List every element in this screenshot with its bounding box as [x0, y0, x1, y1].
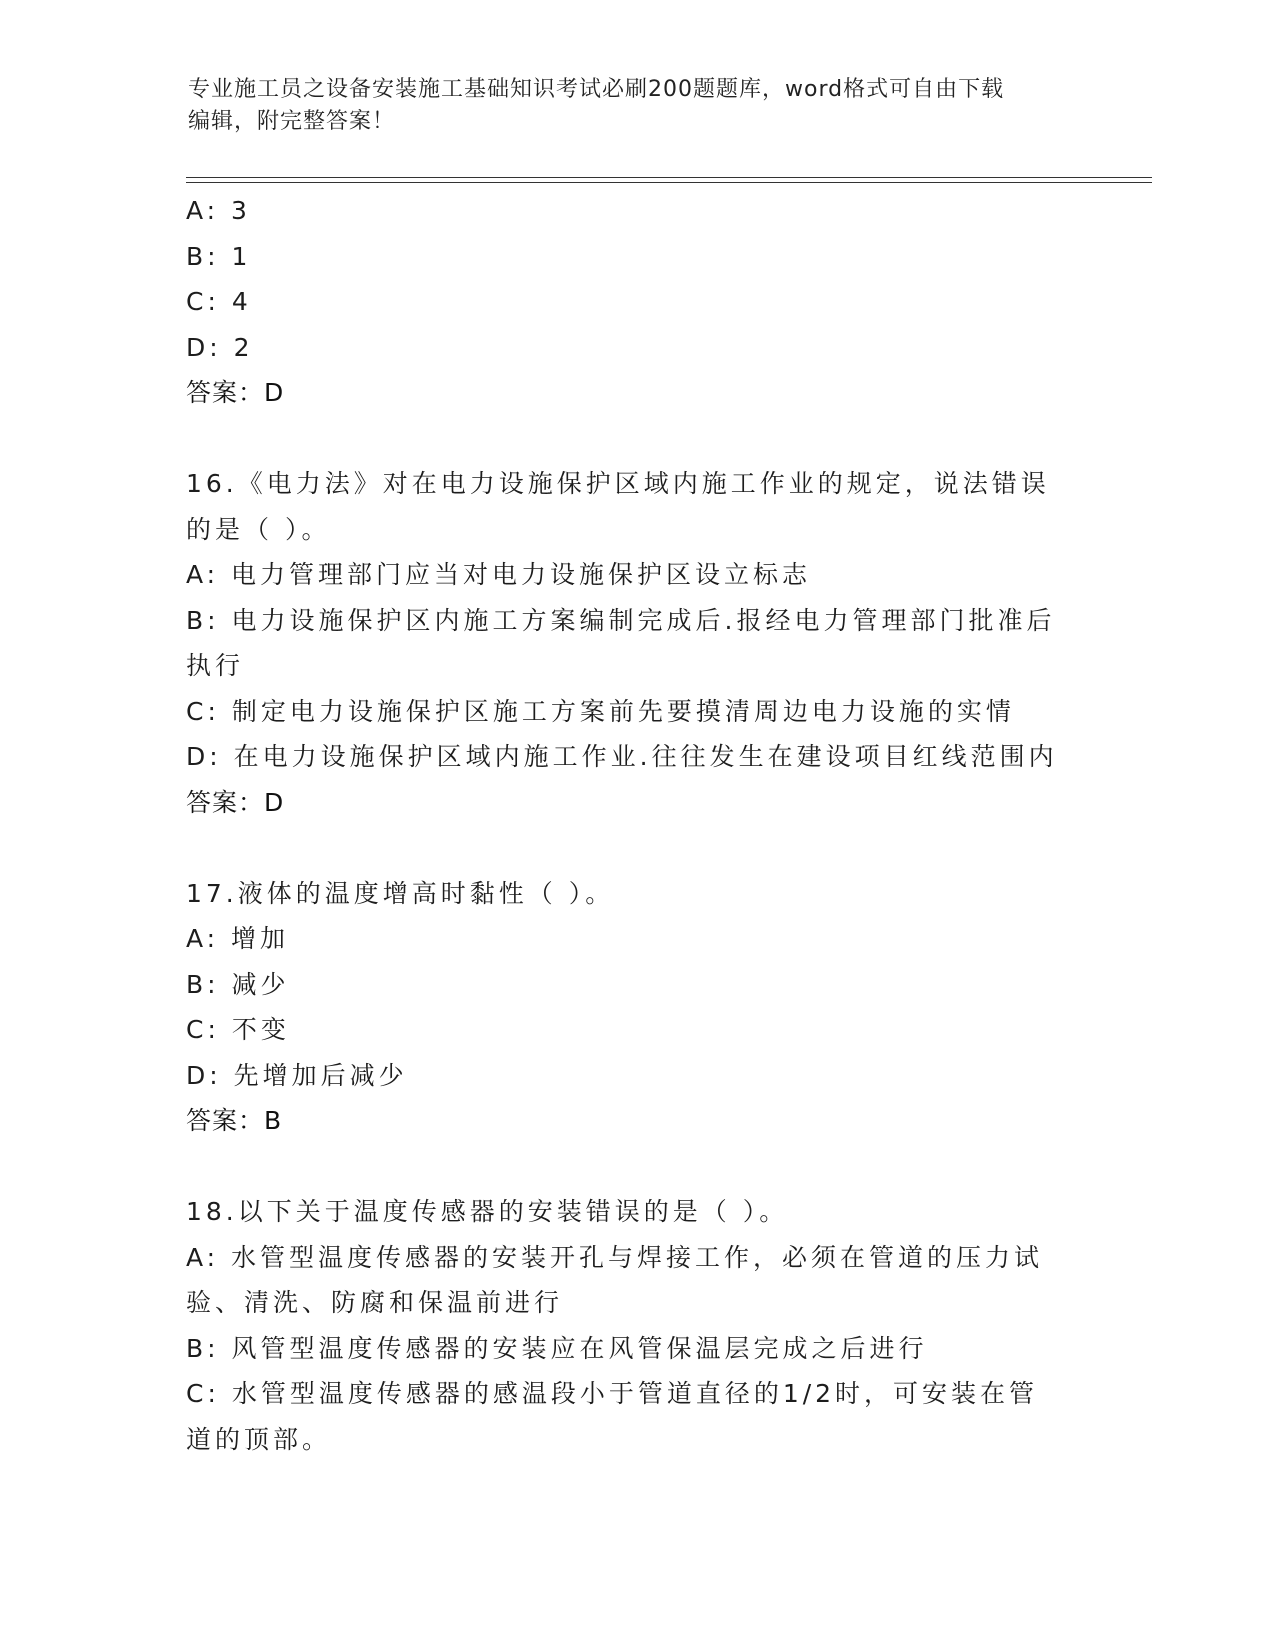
question-17: [186, 871, 1086, 1144]
answer-label: 答案：D: [186, 787, 285, 817]
question-stem: 17.液体的温度增高时黏性（ ）。: [186, 878, 615, 908]
answer-label: 答案：B: [186, 1106, 283, 1135]
question-stem: 16.《电力法》对在电力设施保护区域内施工作业的规定，说法错误的是（ ）。: [186, 469, 1050, 544]
option-d: D: 在电力设施保护区域内施工作业.往往发生在建设项目红线范围内: [186, 742, 1058, 771]
option-a: A: 增加: [186, 924, 290, 953]
header-title-line-1: 专业施工员之设备安装施工基础知识考试必刷200题题库，word格式可自由下载: [188, 77, 1005, 102]
header-divider-top: [186, 177, 1152, 178]
option-d: D: 2: [186, 332, 254, 362]
option-c: C: 水管型温度传感器的感温段小于管道直径的1/2时，可安装在管道的顶部。: [186, 1379, 1039, 1454]
answer-label: 答案：D: [186, 378, 285, 407]
spacer: [186, 825, 1086, 871]
option-a: A: 电力管理部门应当对电力设施保护区设立标志: [186, 560, 812, 589]
option-b: B: 1: [186, 241, 252, 271]
question-15: [186, 188, 1086, 416]
option-c: C: 制定电力设施保护区施工方案前先要摸清周边电力设施的实情: [186, 696, 1015, 726]
header-title-line-2: 编辑，附完整答案！: [188, 109, 396, 134]
option-d: D: 先增加后减少: [186, 1060, 408, 1090]
question-18: [186, 1189, 1086, 1462]
option-b: B: 风管型温度传感器的安装应在风管保温层完成之后进行: [186, 1333, 928, 1363]
option-c: C: 4: [186, 287, 252, 316]
document-header: [188, 74, 1088, 138]
option-b: B: 电力设施保护区内施工方案编制完成后.报经电力管理部门批准后执行: [186, 605, 1056, 680]
question-stem: 18.以下关于温度传感器的安装错误的是（ ）。: [186, 1197, 789, 1226]
question-16: [186, 461, 1086, 825]
option-a: A: 水管型温度传感器的安装开孔与焊接工作，必须在管道的压力试验、清洗、防腐和保温前进行: [186, 1242, 1044, 1317]
spacer: [186, 416, 1086, 462]
option-b: B: 减少: [186, 969, 290, 999]
option-a: A: 3: [186, 196, 251, 225]
header-divider-bottom: [186, 182, 1152, 183]
question-list: [186, 188, 1086, 1462]
option-c: C: 不变: [186, 1015, 290, 1044]
spacer: [186, 1144, 1086, 1190]
